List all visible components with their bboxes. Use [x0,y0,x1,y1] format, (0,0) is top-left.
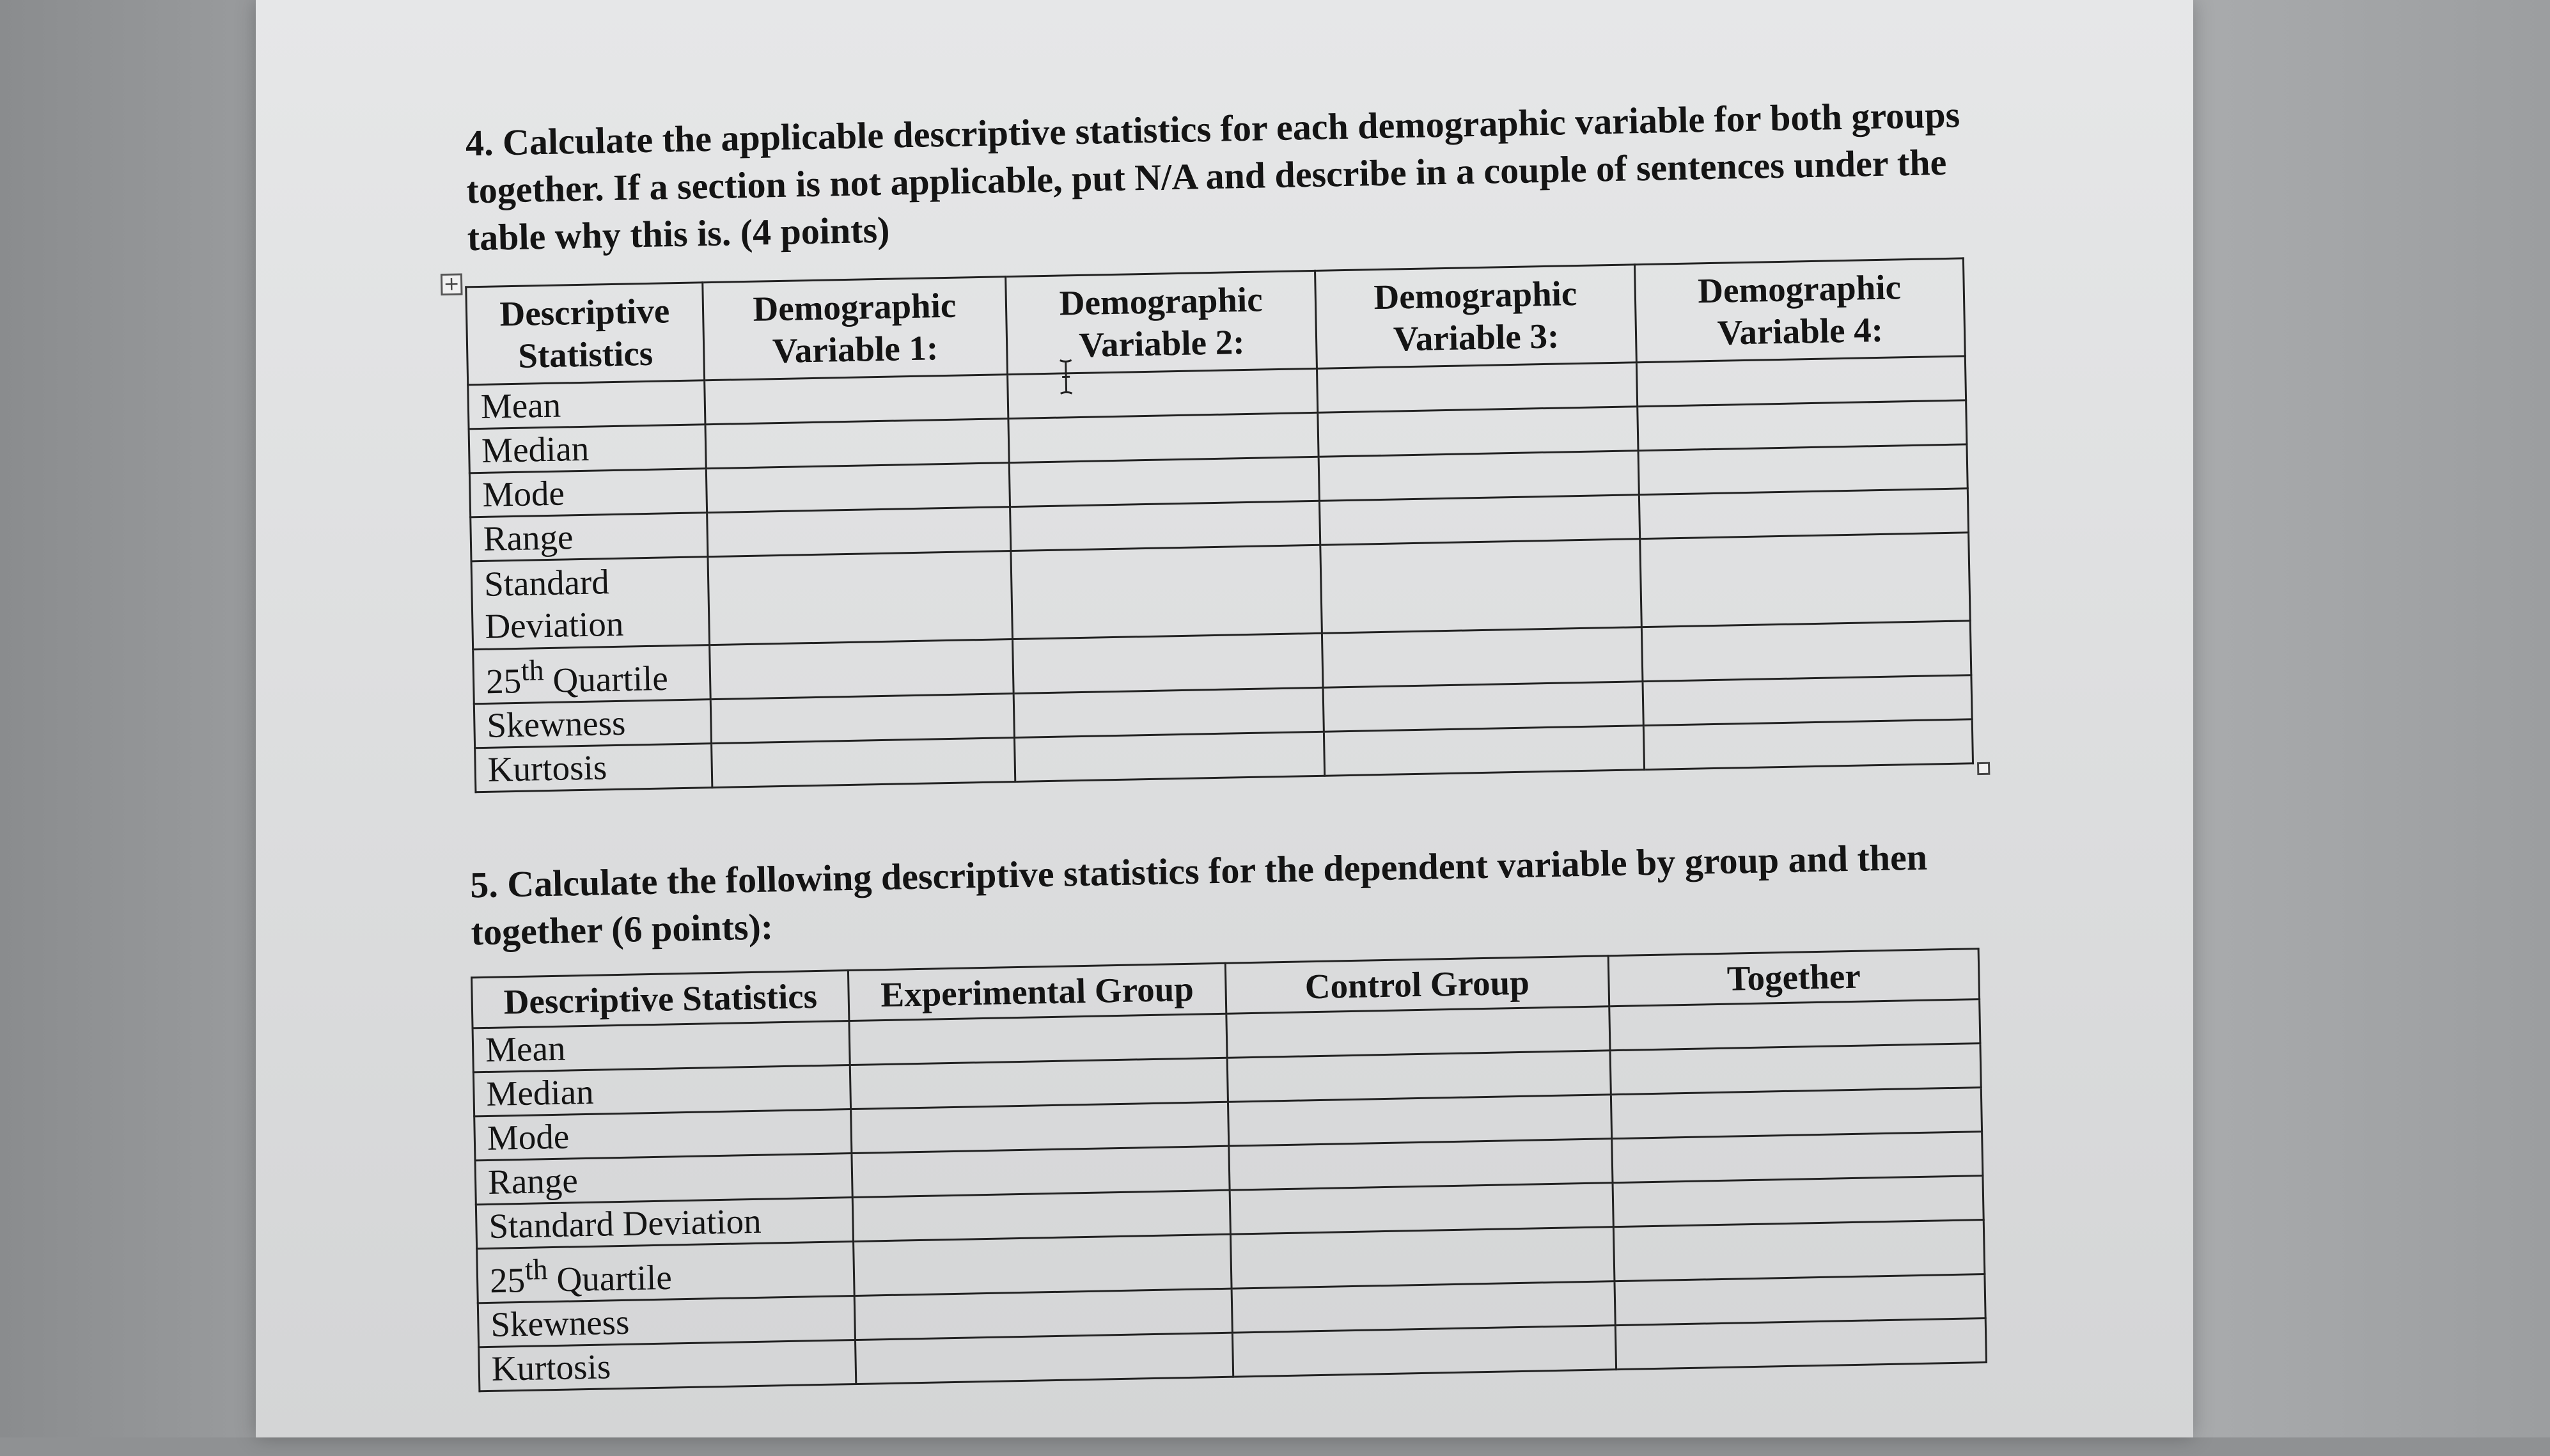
table-cell[interactable] [1232,1326,1616,1377]
row-label[interactable]: Range [475,1154,853,1205]
table-cell[interactable] [1637,400,1966,451]
table-cell[interactable] [1611,1088,1982,1139]
table-cell[interactable] [1322,627,1643,688]
move-handle-icon[interactable]: + [441,273,463,295]
table-cell[interactable] [850,1058,1228,1109]
table-cell[interactable] [1009,457,1320,506]
table-cell[interactable] [1010,501,1321,551]
table-cell[interactable] [1230,1183,1613,1234]
table-cell[interactable] [1613,1220,1985,1281]
table-cell[interactable] [1324,726,1645,776]
table-cell[interactable] [1613,1176,1983,1227]
table-header-cell[interactable]: Descriptive Statistics [472,971,850,1028]
table-cell[interactable] [854,1234,1232,1296]
table-cell[interactable] [1232,1281,1615,1333]
table-cell[interactable] [1639,489,1968,539]
row-label-superscript: th [524,1253,548,1286]
row-label[interactable]: Mean [473,1021,850,1072]
table-cell[interactable] [711,738,1015,788]
table-cell[interactable] [709,639,1013,700]
demographic-stats-table [465,257,1974,793]
i-beam-cursor-icon [1056,357,1076,396]
row-label[interactable]: Kurtosis [475,744,712,792]
table-cell[interactable] [1228,1095,1611,1146]
table-cell[interactable] [1227,1051,1611,1102]
table-header-cell[interactable]: Experimental Group [849,963,1226,1021]
table-cell[interactable] [849,1014,1227,1065]
table-cell[interactable] [1638,444,1967,495]
table-header-cell[interactable]: Together [1608,949,1980,1006]
row-label[interactable] [473,645,710,704]
table-cell[interactable] [1320,495,1640,545]
table-cell[interactable] [1609,999,1980,1051]
table-cell[interactable] [1615,1319,1986,1370]
row-label[interactable]: Median [473,1065,851,1116]
table-cell[interactable] [706,463,1010,513]
row-label[interactable]: Kurtosis [479,1340,857,1391]
question-5-text: 5. Calculate the following descriptive statistics for the dependent variable by group and then together (6 points): [469,836,1928,953]
table-cell[interactable] [1230,1227,1615,1289]
document-page [242,0,2207,1456]
table-cell[interactable] [710,694,1015,744]
row-label[interactable]: Skewness [478,1296,856,1347]
row-label[interactable]: Standard Deviation [471,557,709,650]
table-header-cell[interactable]: Control Group [1225,956,1609,1014]
dependent-variable-stats-table [471,948,1987,1393]
question-4-text: 4. Calculate the applicable descriptive statistics for each demographic variable for both groups together. If a section is not applicable, put N/A and describe in a couple of sentences under the table why this is. (4 points) [465,93,1960,259]
table-cell[interactable] [854,1289,1232,1340]
row-label-superscript: th [520,654,544,687]
table-cell[interactable] [1636,356,1966,407]
row-label[interactable]: Mean [468,380,705,429]
table-cell[interactable] [1639,533,1970,627]
table-cell[interactable] [1318,407,1638,457]
row-label[interactable]: Standard Deviation [476,1198,854,1249]
table-cell[interactable] [852,1146,1230,1197]
resize-handle-icon[interactable] [1977,762,1990,775]
table-cell[interactable] [707,507,1011,557]
table-cell[interactable] [1323,682,1643,732]
table-cell[interactable] [1320,539,1641,634]
table-cell[interactable] [1008,412,1319,462]
table-cell[interactable] [704,375,1008,425]
paper-sheet [256,0,2193,1437]
table-cell[interactable] [1643,675,1972,726]
table-cell[interactable] [1013,688,1324,738]
row-label[interactable]: Mode [474,1109,852,1161]
table-cell[interactable] [851,1102,1229,1153]
row-label[interactable]: Median [469,425,706,473]
table-cell[interactable] [1008,368,1318,418]
table-cell[interactable] [1615,1274,1985,1326]
table-cell[interactable] [853,1190,1231,1241]
row-label[interactable]: Mode [469,469,707,517]
table-cell[interactable] [1641,621,1971,682]
table-header-cell[interactable]: Demographic Variable 2: [1006,270,1317,374]
table-header-cell[interactable]: Demographic Variable 3: [1315,265,1636,369]
table-cell[interactable] [1319,451,1639,501]
table-cell[interactable] [1317,363,1638,413]
row-label[interactable] [477,1242,855,1304]
table-cell[interactable] [1011,545,1322,639]
row-label[interactable]: Skewness [474,700,711,748]
table-cell[interactable] [1229,1139,1613,1190]
table-cell[interactable] [1226,1006,1610,1058]
table-header-cell[interactable]: Demographic Variable 4: [1634,258,1965,363]
row-label[interactable]: Range [471,513,708,561]
row-label-text: Quartile [547,1257,673,1299]
table-cell[interactable] [1013,633,1324,694]
table-cell[interactable] [1611,1132,1982,1183]
table-cell[interactable] [708,551,1013,645]
row-label-number: 25 [489,1260,526,1301]
desk-background-left [0,0,269,1437]
table-header-cell[interactable]: Demographic Variable 1: [702,277,1007,380]
table-header-cell[interactable]: Descriptive Statistics [466,283,705,385]
desk-background-right [2186,0,2550,1437]
table-cell[interactable] [705,419,1010,469]
table-cell[interactable] [1015,732,1326,782]
table-cell[interactable] [856,1333,1233,1384]
row-label-number: 25 [485,661,522,701]
table-cell[interactable] [1610,1044,1981,1095]
row-label-text: Quartile [544,658,669,700]
table-cell[interactable] [1643,719,1973,770]
